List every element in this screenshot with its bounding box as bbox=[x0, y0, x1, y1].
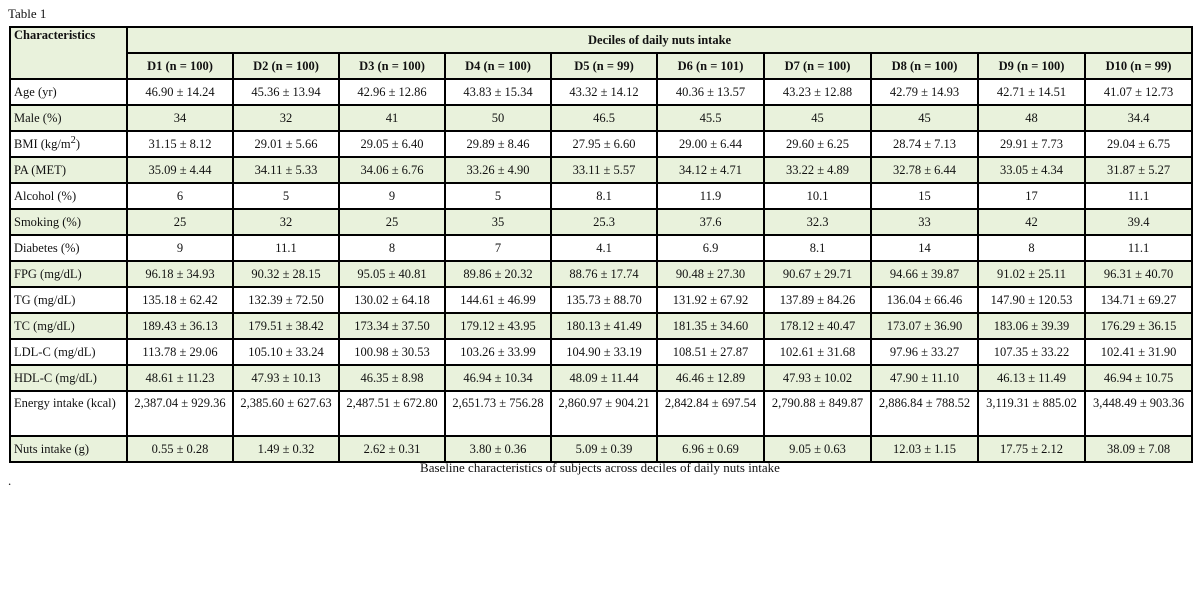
table-cell: 91.02 ± 25.11 bbox=[978, 261, 1085, 287]
table-cell: 48.09 ± 11.44 bbox=[551, 365, 657, 391]
table-cell: 31.87 ± 5.27 bbox=[1085, 157, 1192, 183]
table-cell: 0.55 ± 0.28 bbox=[127, 436, 233, 462]
row-label-superscript: 2 bbox=[70, 135, 76, 147]
table-cell: 9 bbox=[127, 235, 233, 261]
table-cell: 42 bbox=[978, 209, 1085, 235]
table-cell: 11.1 bbox=[1085, 183, 1192, 209]
table-cell: 10.1 bbox=[764, 183, 871, 209]
row-label bbox=[10, 261, 127, 287]
table-cell: 46.5 bbox=[551, 105, 657, 131]
table-cell: 29.60 ± 6.25 bbox=[764, 131, 871, 157]
table-cell: 42.79 ± 14.93 bbox=[871, 79, 978, 105]
row-label-text: HDL-C (mg/dL) bbox=[14, 370, 97, 385]
table-cell: 35 bbox=[445, 209, 551, 235]
table-cell: 28.74 ± 7.13 bbox=[871, 131, 978, 157]
table-cell: 12.03 ± 1.15 bbox=[871, 436, 978, 462]
table-cell: 135.73 ± 88.70 bbox=[551, 287, 657, 313]
table-cell: 46.13 ± 11.49 bbox=[978, 365, 1085, 391]
header-row-group bbox=[10, 27, 1192, 53]
table-cell: 33 bbox=[871, 209, 978, 235]
table-cell: 11.9 bbox=[657, 183, 764, 209]
row-label-text: BMI (kg/m bbox=[14, 137, 71, 152]
table-cell: 134.71 ± 69.27 bbox=[1085, 287, 1192, 313]
table-cell: 103.26 ± 33.99 bbox=[445, 339, 551, 365]
table-cell: 48.61 ± 11.23 bbox=[127, 365, 233, 391]
table-row bbox=[10, 436, 1192, 462]
table-cell: 135.18 ± 62.42 bbox=[127, 287, 233, 313]
decile-header-3: D3 (n = 100) bbox=[339, 53, 445, 79]
row-label-text: Alcohol (%) bbox=[14, 188, 77, 203]
row-label-text: TC (mg/dL) bbox=[14, 318, 75, 333]
table-cell: 41.07 ± 12.73 bbox=[1085, 79, 1192, 105]
table-cell: 96.18 ± 34.93 bbox=[127, 261, 233, 287]
table-cell: 34.12 ± 4.71 bbox=[657, 157, 764, 183]
table-label: Table 1 bbox=[8, 6, 47, 21]
table-cell: 88.76 ± 17.74 bbox=[551, 261, 657, 287]
table-cell: 179.51 ± 38.42 bbox=[233, 313, 339, 339]
table-cell: 29.04 ± 6.75 bbox=[1085, 131, 1192, 157]
row-label-text: LDL-C (mg/dL) bbox=[14, 344, 96, 359]
table-cell: 2,651.73 ± 756.28 bbox=[445, 391, 551, 436]
table-cell: 144.61 ± 46.99 bbox=[445, 287, 551, 313]
table-caption: Baseline characteristics of subjects across deciles of daily nuts intake bbox=[420, 460, 780, 475]
table-cell: 33.05 ± 4.34 bbox=[978, 157, 1085, 183]
row-label bbox=[10, 365, 127, 391]
table-row bbox=[10, 235, 1192, 261]
table-cell: 46.94 ± 10.75 bbox=[1085, 365, 1192, 391]
table-cell: 173.34 ± 37.50 bbox=[339, 313, 445, 339]
table-cell: 32 bbox=[233, 209, 339, 235]
row-label bbox=[10, 105, 127, 131]
table-cell: 173.07 ± 36.90 bbox=[871, 313, 978, 339]
table-row bbox=[10, 79, 1192, 105]
table-cell: 50 bbox=[445, 105, 551, 131]
table-cell: 32.3 bbox=[764, 209, 871, 235]
table-cell: 108.51 ± 27.87 bbox=[657, 339, 764, 365]
table-cell: 34.4 bbox=[1085, 105, 1192, 131]
table-cell: 43.32 ± 14.12 bbox=[551, 79, 657, 105]
table-cell: 90.67 ± 29.71 bbox=[764, 261, 871, 287]
table-row bbox=[10, 157, 1192, 183]
table-cell: 90.32 ± 28.15 bbox=[233, 261, 339, 287]
table-cell: 5.09 ± 0.39 bbox=[551, 436, 657, 462]
table-cell: 189.43 ± 36.13 bbox=[127, 313, 233, 339]
decile-header-8: D8 (n = 100) bbox=[871, 53, 978, 79]
row-label-text: Energy intake (kcal) bbox=[14, 396, 116, 410]
table-row bbox=[10, 391, 1192, 436]
table-cell: 47.93 ± 10.02 bbox=[764, 365, 871, 391]
table-cell: 31.15 ± 8.12 bbox=[127, 131, 233, 157]
table-cell: 90.48 ± 27.30 bbox=[657, 261, 764, 287]
table-cell: 33.22 ± 4.89 bbox=[764, 157, 871, 183]
row-label-text: TG (mg/dL) bbox=[14, 292, 76, 307]
table-cell: 42.71 ± 14.51 bbox=[978, 79, 1085, 105]
row-label bbox=[10, 339, 127, 365]
characteristics-header: Characteristics bbox=[10, 27, 127, 79]
row-label bbox=[10, 209, 127, 235]
table-cell: 8.1 bbox=[764, 235, 871, 261]
table-cell: 176.29 ± 36.15 bbox=[1085, 313, 1192, 339]
decile-header-5: D5 (n = 99) bbox=[551, 53, 657, 79]
table-cell: 14 bbox=[871, 235, 978, 261]
table-cell: 2.62 ± 0.31 bbox=[339, 436, 445, 462]
table-cell: 2,860.97 ± 904.21 bbox=[551, 391, 657, 436]
row-label-suffix: ) bbox=[75, 137, 80, 152]
table-cell: 29.89 ± 8.46 bbox=[445, 131, 551, 157]
table-cell: 183.06 ± 39.39 bbox=[978, 313, 1085, 339]
table-cell: 2,385.60 ± 627.63 bbox=[233, 391, 339, 436]
table-cell: 40.36 ± 13.57 bbox=[657, 79, 764, 105]
table-cell: 132.39 ± 72.50 bbox=[233, 287, 339, 313]
table-cell: 7 bbox=[445, 235, 551, 261]
table-cell: 29.05 ± 6.40 bbox=[339, 131, 445, 157]
table-cell: 131.92 ± 67.92 bbox=[657, 287, 764, 313]
table-cell: 180.13 ± 41.49 bbox=[551, 313, 657, 339]
table-cell: 46.35 ± 8.98 bbox=[339, 365, 445, 391]
decile-header-9: D9 (n = 100) bbox=[978, 53, 1085, 79]
table-cell: 48 bbox=[978, 105, 1085, 131]
table-cell: 32.78 ± 6.44 bbox=[871, 157, 978, 183]
table-cell: 2,790.88 ± 849.87 bbox=[764, 391, 871, 436]
table-cell: 42.96 ± 12.86 bbox=[339, 79, 445, 105]
table-cell: 94.66 ± 39.87 bbox=[871, 261, 978, 287]
table-cell: 27.95 ± 6.60 bbox=[551, 131, 657, 157]
table-cell: 100.98 ± 30.53 bbox=[339, 339, 445, 365]
table-row bbox=[10, 287, 1192, 313]
table-cell: 104.90 ± 33.19 bbox=[551, 339, 657, 365]
table-cell: 11.1 bbox=[233, 235, 339, 261]
decile-header-4: D4 (n = 100) bbox=[445, 53, 551, 79]
table-cell: 9 bbox=[339, 183, 445, 209]
table-cell: 29.91 ± 7.73 bbox=[978, 131, 1085, 157]
table-cell: 95.05 ± 40.81 bbox=[339, 261, 445, 287]
table-row bbox=[10, 339, 1192, 365]
table-cell: 41 bbox=[339, 105, 445, 131]
decile-header-1: D1 (n = 100) bbox=[127, 53, 233, 79]
table-cell: 45 bbox=[871, 105, 978, 131]
row-label bbox=[10, 131, 127, 157]
table-cell: 4.1 bbox=[551, 235, 657, 261]
table-cell: 25 bbox=[127, 209, 233, 235]
table-cell: 46.90 ± 14.24 bbox=[127, 79, 233, 105]
table-row bbox=[10, 261, 1192, 287]
table-cell: 181.35 ± 34.60 bbox=[657, 313, 764, 339]
table-cell: 96.31 ± 40.70 bbox=[1085, 261, 1192, 287]
row-label bbox=[10, 157, 127, 183]
table-cell: 34.11 ± 5.33 bbox=[233, 157, 339, 183]
trailing-mark: . bbox=[8, 473, 12, 488]
table-cell: 9.05 ± 0.63 bbox=[764, 436, 871, 462]
table-cell: 46.46 ± 12.89 bbox=[657, 365, 764, 391]
table-cell: 105.10 ± 33.24 bbox=[233, 339, 339, 365]
table-row bbox=[10, 313, 1192, 339]
table-cell: 17 bbox=[978, 183, 1085, 209]
table-cell: 136.04 ± 66.46 bbox=[871, 287, 978, 313]
table-cell: 33.11 ± 5.57 bbox=[551, 157, 657, 183]
table-cell: 6.96 ± 0.69 bbox=[657, 436, 764, 462]
table-cell: 3,448.49 ± 903.36 bbox=[1085, 391, 1192, 436]
table-row bbox=[10, 183, 1192, 209]
table-body bbox=[10, 79, 1192, 462]
table-cell: 147.90 ± 120.53 bbox=[978, 287, 1085, 313]
table-cell: 2,842.84 ± 697.54 bbox=[657, 391, 764, 436]
table-cell: 34 bbox=[127, 105, 233, 131]
table-row bbox=[10, 209, 1192, 235]
table-cell: 179.12 ± 43.95 bbox=[445, 313, 551, 339]
row-label bbox=[10, 235, 127, 261]
table-cell: 102.41 ± 31.90 bbox=[1085, 339, 1192, 365]
row-label bbox=[10, 183, 127, 209]
row-label-text: Nuts intake (g) bbox=[14, 441, 89, 456]
table-cell: 3,119.31 ± 885.02 bbox=[978, 391, 1085, 436]
table-cell: 47.93 ± 10.13 bbox=[233, 365, 339, 391]
table-cell: 35.09 ± 4.44 bbox=[127, 157, 233, 183]
table-cell: 8 bbox=[978, 235, 1085, 261]
table-cell: 11.1 bbox=[1085, 235, 1192, 261]
row-label-text: Diabetes (%) bbox=[14, 240, 80, 255]
table-cell: 8 bbox=[339, 235, 445, 261]
table-cell: 29.01 ± 5.66 bbox=[233, 131, 339, 157]
table-cell: 8.1 bbox=[551, 183, 657, 209]
row-label-text: Smoking (%) bbox=[14, 214, 82, 229]
table-cell: 15 bbox=[871, 183, 978, 209]
table-cell: 113.78 ± 29.06 bbox=[127, 339, 233, 365]
table-cell: 97.96 ± 33.27 bbox=[871, 339, 978, 365]
table-cell: 25.3 bbox=[551, 209, 657, 235]
row-label bbox=[10, 391, 127, 436]
table-cell: 130.02 ± 64.18 bbox=[339, 287, 445, 313]
table-cell: 6.9 bbox=[657, 235, 764, 261]
row-label bbox=[10, 79, 127, 105]
table-cell: 2,886.84 ± 788.52 bbox=[871, 391, 978, 436]
table-cell: 45.36 ± 13.94 bbox=[233, 79, 339, 105]
row-label-text: PA (MET) bbox=[14, 162, 66, 177]
row-label-text: Male (%) bbox=[14, 110, 62, 125]
characteristics-table bbox=[9, 26, 1193, 463]
table-cell: 29.00 ± 6.44 bbox=[657, 131, 764, 157]
decile-header-6: D6 (n = 101) bbox=[657, 53, 764, 79]
table-cell: 137.89 ± 84.26 bbox=[764, 287, 871, 313]
table-cell: 5 bbox=[445, 183, 551, 209]
row-label-text: Age (yr) bbox=[14, 84, 57, 99]
table-cell: 6 bbox=[127, 183, 233, 209]
table-cell: 2,487.51 ± 672.80 bbox=[339, 391, 445, 436]
deciles-group-header: Deciles of daily nuts intake bbox=[127, 27, 1192, 53]
table-cell: 3.80 ± 0.36 bbox=[445, 436, 551, 462]
table-cell: 5 bbox=[233, 183, 339, 209]
table-cell: 43.83 ± 15.34 bbox=[445, 79, 551, 105]
row-label bbox=[10, 436, 127, 462]
table-cell: 2,387.04 ± 929.36 bbox=[127, 391, 233, 436]
table-cell: 47.90 ± 11.10 bbox=[871, 365, 978, 391]
table-cell: 32 bbox=[233, 105, 339, 131]
table-row bbox=[10, 365, 1192, 391]
table-cell: 45 bbox=[764, 105, 871, 131]
table-cell: 107.35 ± 33.22 bbox=[978, 339, 1085, 365]
table-cell: 45.5 bbox=[657, 105, 764, 131]
decile-header-7: D7 (n = 100) bbox=[764, 53, 871, 79]
table-cell: 46.94 ± 10.34 bbox=[445, 365, 551, 391]
table-cell: 178.12 ± 40.47 bbox=[764, 313, 871, 339]
table-cell: 25 bbox=[339, 209, 445, 235]
table-cell: 37.6 bbox=[657, 209, 764, 235]
table-row bbox=[10, 105, 1192, 131]
table-cell: 39.4 bbox=[1085, 209, 1192, 235]
header-row-deciles bbox=[10, 53, 1192, 79]
table-cell: 33.26 ± 4.90 bbox=[445, 157, 551, 183]
decile-header-10: D10 (n = 99) bbox=[1085, 53, 1192, 79]
row-label bbox=[10, 287, 127, 313]
table-cell: 89.86 ± 20.32 bbox=[445, 261, 551, 287]
row-label bbox=[10, 313, 127, 339]
table-cell: 1.49 ± 0.32 bbox=[233, 436, 339, 462]
table-cell: 102.61 ± 31.68 bbox=[764, 339, 871, 365]
table-row bbox=[10, 131, 1192, 157]
table-cell: 38.09 ± 7.08 bbox=[1085, 436, 1192, 462]
table-cell: 17.75 ± 2.12 bbox=[978, 436, 1085, 462]
table-cell: 43.23 ± 12.88 bbox=[764, 79, 871, 105]
row-label-text: FPG (mg/dL) bbox=[14, 266, 82, 281]
table-cell: 34.06 ± 6.76 bbox=[339, 157, 445, 183]
decile-header-2: D2 (n = 100) bbox=[233, 53, 339, 79]
